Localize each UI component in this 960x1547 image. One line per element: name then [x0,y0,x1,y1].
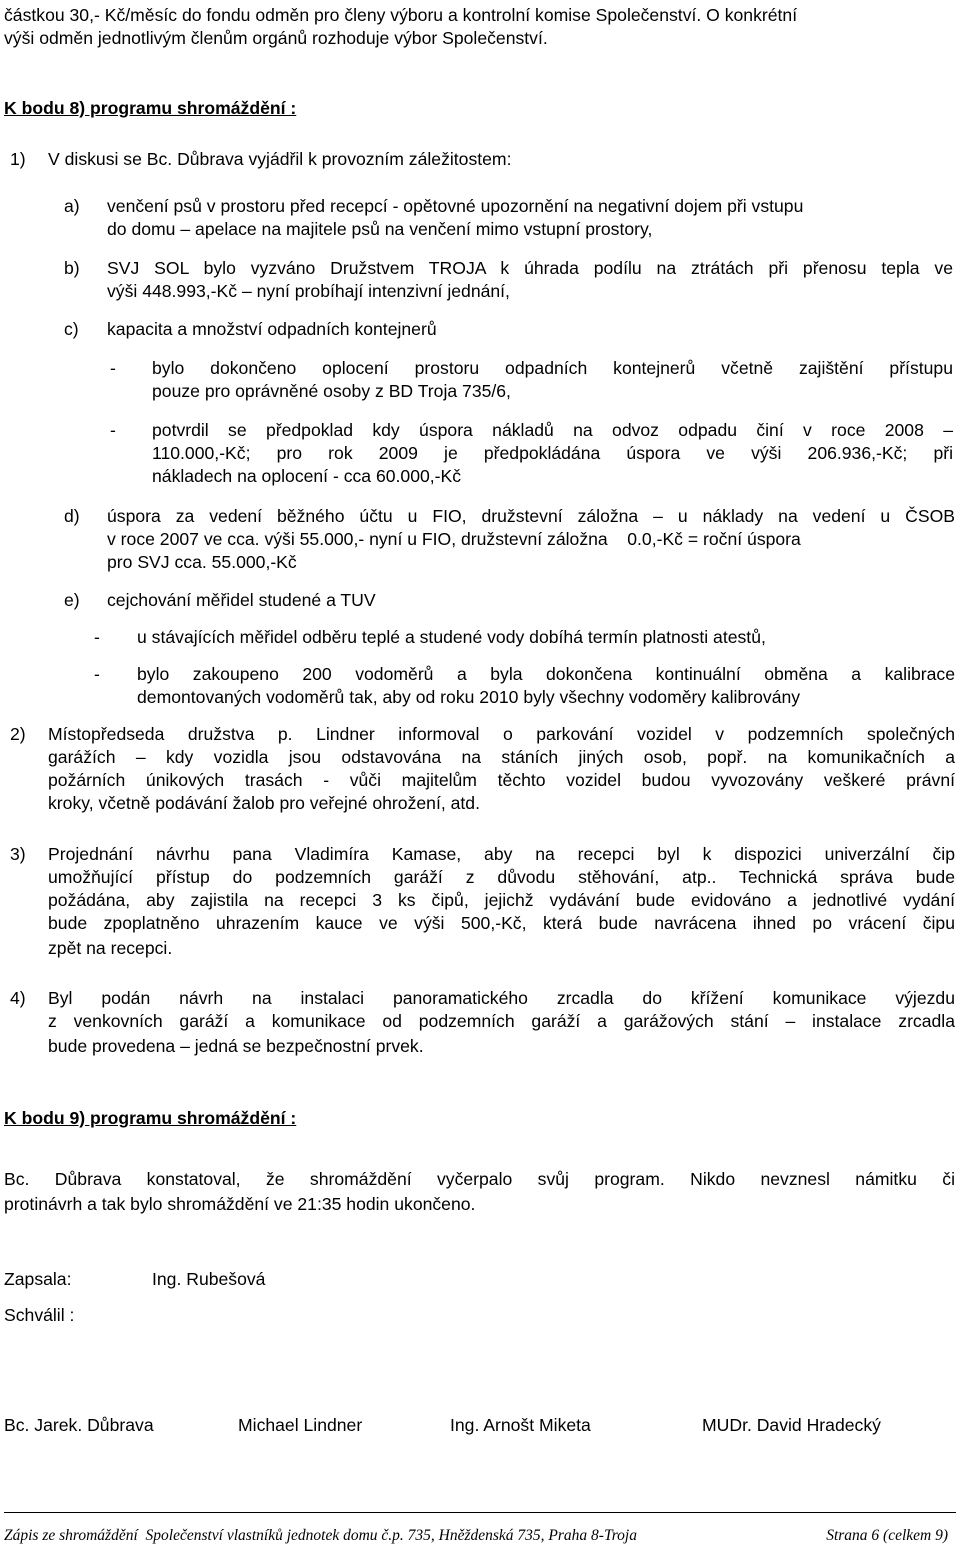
item-1-text: V diskusi se Bc. Důbrava vyjádřil k provozním záležitostem: [48,149,512,169]
item-2-line-1: Místopředseda družstva p. Lindner informoval o parkování vozidel v podzemních společných [48,724,955,744]
sub-c-dash-2: - [110,420,116,440]
section-9-line-2: protinávrh a tak bylo shromáždění ve 21:35 hodin ukončeno. [4,1194,476,1214]
item-1-number: 1) [10,149,26,169]
item-3-line-3: požádána, aby zajistila na recepci 3 ks čipů, jejichž vydávání bude evidováno a jednotlivé vydání [48,890,955,910]
item-3-line-4: bude zpoplatněno uhrazením kauce ve výši 500,-Kč, která bude navrácena ihned po vrácení čipu [48,913,955,933]
section-9-line-1: Bc. Důbrava konstatoval, že shromáždění vyčerpalo svůj program. Nikdo nevznesl námitku či [4,1169,955,1189]
intro-line-2: výši odměn jednotlivým členům orgánů rozhoduje výbor Společenství. [4,28,548,48]
sub-c-label: c) [64,319,79,339]
signer-name: MUDr. David Hradecký [702,1415,881,1435]
sub-b-label: b) [64,258,80,278]
item-2-number: 2) [10,724,26,744]
approved-by-label: Schválil : [4,1305,75,1325]
item-4-line-1: Byl podán návrh na instalaci panoramatického zrcadla do křížení komunikace výjezdu [48,988,955,1008]
sub-d-line-3: pro SVJ cca. 55.000,-Kč [107,552,297,572]
sub-c-line-1: kapacita a množství odpadních kontejnerů [107,319,437,339]
signer-name: Michael Lindner [238,1415,363,1435]
item-2-line-3: požárních únikových trasách - vůči majitelům těchto vozidel budou vyvozovány veškeré právní [48,770,955,790]
sub-e-dash-1: - [94,627,100,647]
item-3-line-1: Projednání návrhu pana Vladimíra Kamase, aby na recepci byl k dispozici univerzální čip [48,844,955,864]
sub-c-dash-1-line-2: pouze pro oprávněné osoby z BD Troja 735/6, [152,381,511,401]
sub-c-dash-2-line-3: nákladech na oplocení - cca 60.000,-Kč [152,466,462,486]
item-3-line-5: zpět na recepci. [48,938,173,958]
section-8-heading: K bodu 8) programu shromáždění : [4,98,297,118]
recorded-by-label: Zapsala: [4,1269,72,1289]
footer-page-number: Strana 6 (celkem 9) [826,1527,948,1544]
item-3-line-2: umožňující přístup do podzemních garáží z důvodu stěhování, atp.. Technická správa bude [48,867,955,887]
sub-e-dash-2-line-2: demontovaných vodoměrů tak, aby od roku 2010 byly všechny vodoměry kalibrovány [137,687,801,707]
section-9-heading: K bodu 9) programu shromáždění : [4,1108,297,1128]
sub-e-dash-2: - [94,664,100,684]
sub-b-line-1: SVJ SOL bylo vyzváno Družstvem TROJA k úhrada podílu na ztrátách při přenosu tepla ve [107,258,953,278]
sub-e-dash-1-line-1: u stávajících měřidel odběru teplé a studené vody dobíhá termín platnosti atestů, [137,627,766,647]
sub-c-dash-2-line-2: 110.000,-Kč; pro rok 2009 je předpokládána úspora ve výši 206.936,-Kč; při [152,443,953,463]
signer-name: Ing. Arnošt Miketa [450,1415,591,1435]
item-2-line-4: kroky, včetně podávání žalob pro veřejné ohrožení, atd. [48,793,480,813]
sub-e-dash-2-line-1: bylo zakoupeno 200 vodoměrů a byla dokončena kontinuální obměna a kalibrace [137,664,955,684]
sub-a-label: a) [64,196,80,216]
footer-document-title: Zápis ze shromáždění Společenství vlastníků jednotek domu č.p. 735, Hněždenská 735, Praha 8-Troja [4,1527,637,1544]
footer-divider [4,1512,956,1513]
item-3-number: 3) [10,844,26,864]
sub-d-label: d) [64,506,80,526]
sub-b-line-2: výši 448.993,-Kč – nyní probíhají intenzivní jednání, [107,281,510,301]
signer-name: Bc. Jarek. Důbrava [4,1415,154,1435]
item-4-line-2: z venkovních garáží a komunikace od podzemních garáží a garážových stání – instalace zrcadla [48,1011,955,1031]
item-2-line-2: garážích – kdy vozidla jsou odstavována na stáních jiných osob, popř. na komunikačních a [48,747,955,767]
sub-c-dash-1: - [110,358,116,378]
sub-a-line-2: do domu – apelace na majitele psů na venčení mimo vstupní prostory, [107,219,653,239]
item-4-line-3: bude provedena – jedná se bezpečnostní prvek. [48,1036,424,1056]
sub-c-dash-2-line-1: potvrdil se předpoklad kdy úspora nákladů na odvoz odpadu činí v roce 2008 – [152,420,953,440]
recorded-by-name: Ing. Rubešová [152,1269,266,1289]
item-4-number: 4) [10,988,26,1008]
sub-a-line-1: venčení psů v prostoru před recepcí - opětovné upozornění na negativní dojem při vstupu [107,196,804,216]
intro-line-1: částkou 30,- Kč/měsíc do fondu odměn pro členy výboru a kontrolní komise Společenství. O konkrétní [4,5,798,25]
sub-e-line-1: cejchování měřidel studené a TUV [107,590,376,610]
sub-e-label: e) [64,590,80,610]
sub-d-line-2: v roce 2007 ve cca. výši 55.000,- nyní u FIO, družstevní záložna 0.0,-Kč = roční úspora [107,529,801,549]
sub-d-line-1: úspora za vedení běžného účtu u FIO, družstevní záložna – u náklady na vedení u ČSOB [107,506,955,526]
sub-c-dash-1-line-1: bylo dokončeno oplocení prostoru odpadních kontejnerů včetně zajištění přístupu [152,358,953,378]
